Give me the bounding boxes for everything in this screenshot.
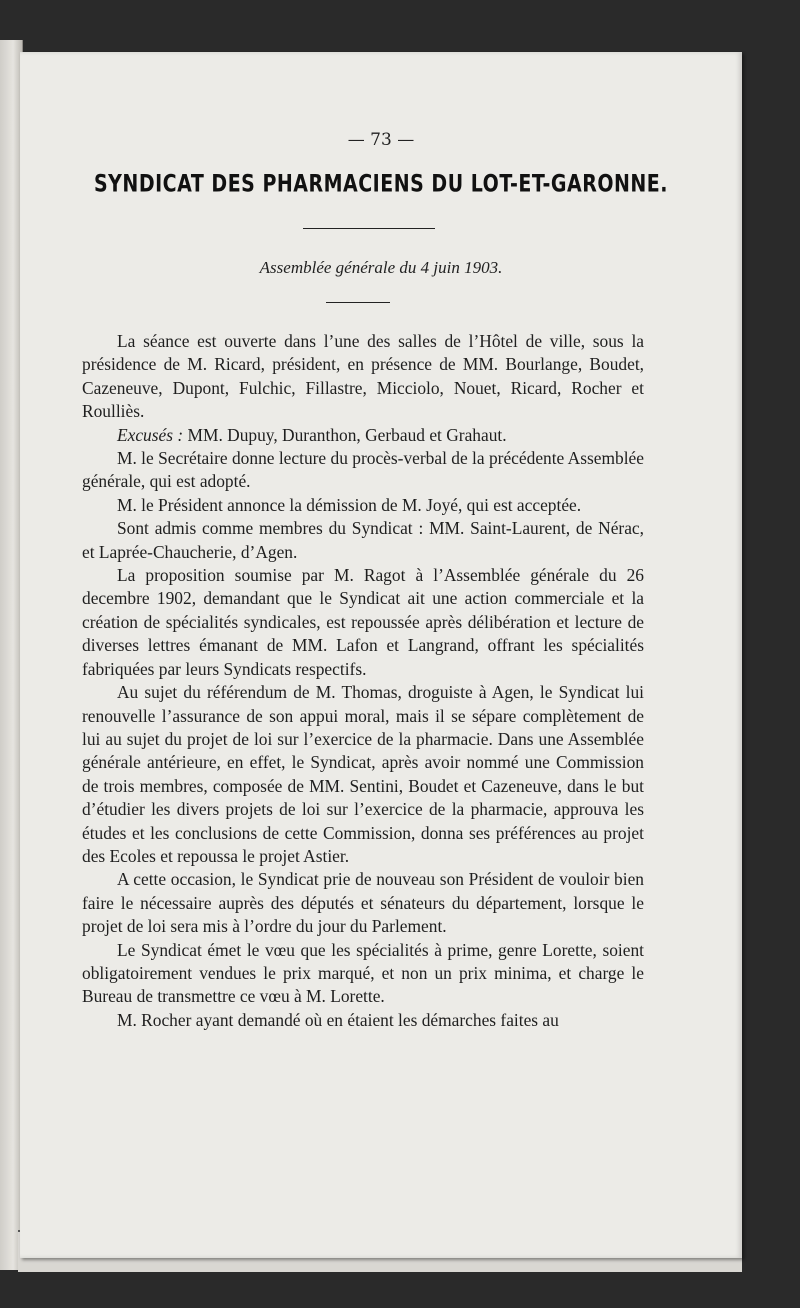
paragraph-minutes: M. le Secrétaire donne lecture du procès-verbal de la précédente Assemblée générale, qui est adopté. xyxy=(82,448,644,492)
paragraph-new-members: Sont admis comme membres du Syndicat : MM. Saint-Laurent, de Nérac, et Laprée-Chaucherie, d’Agen. xyxy=(82,518,644,562)
page-title: SYNDICAT DES PHARMACIENS DU LOT-ET-GARONNE. xyxy=(93,170,668,198)
paragraph-rocher: M. Rocher ayant demandé où en étaient les démarches faites au xyxy=(117,1009,559,1030)
paragraph-specialites: Le Syndicat émet le vœu que les spécialités à prime, genre Lorette, soient obligatoirement vendues le prix marqué, et non un prix minima, et charge le Bureau de transmettre ce vœu à M. Lorette. xyxy=(82,939,644,1007)
page-number: — 73 — xyxy=(347,130,415,150)
book-page xyxy=(20,52,742,1258)
excuses-label: Excusés : xyxy=(117,424,184,445)
paragraph-excuses xyxy=(82,424,644,447)
paragraph-ragot-proposal: La proposition soumise par M. Ragot à l’Assemblée générale du 26 decembre 1902, demandant que le Syndicat ait une action commerciale et la création de spécialités syndicales, est repoussée après délibération et lecture de diverses lettres émanant de MM. Lafon et Langrand, offrant les spécialités fabriquées par leurs Syndicats respectifs. xyxy=(82,565,644,679)
subtitle-divider xyxy=(326,302,390,303)
paragraph-opening: La séance est ouverte dans l’une des salles de l’Hôtel de ville, sous la présidence de M. Ricard, président, en présence de MM. Bourlange, Boudet, Cazeneuve, Dupont, Fulchic, Fillastre, Micciolo, Nouet, Ricard, Rocher et Roulliès. xyxy=(82,331,644,422)
excuses-names: MM. Dupuy, Duranthon, Gerbaud et Grahaut. xyxy=(187,424,507,445)
meeting-subtitle: Assemblée générale du 4 juin 1903. xyxy=(259,258,503,277)
title-divider xyxy=(303,228,435,229)
body-text xyxy=(82,330,644,1032)
paragraph-president-request: A cette occasion, le Syndicat prie de nouveau son Président de vouloir bien faire le nécessaire auprès des députés et sénateurs du département, lorsque le projet de loi sera mis à l’ordre du jour du Parlement. xyxy=(82,869,644,937)
paragraph-resignation: M. le Président annonce la démission de M. Joyé, qui est acceptée. xyxy=(117,494,582,515)
paragraph-referendum: Au sujet du référendum de M. Thomas, droguiste à Agen, le Syndicat lui renouvelle l’assurance de son appui moral, mais il se sépare complètement de lui au sujet du projet de loi sur l’exercice de la pharmacie. Dans une Assemblée générale antérieure, en effet, le Syndicat, après avoir nommé une Commission de trois membres, composée de MM. Sentini, Boudet et Cazeneuve, dans le but d’étudier les divers projets de loi sur l’exercice de la pharmacie, approuva les études et les conclusions de cette Commission, donna ses préférences au projet des Ecoles et repoussa le projet Astier. xyxy=(82,682,644,866)
